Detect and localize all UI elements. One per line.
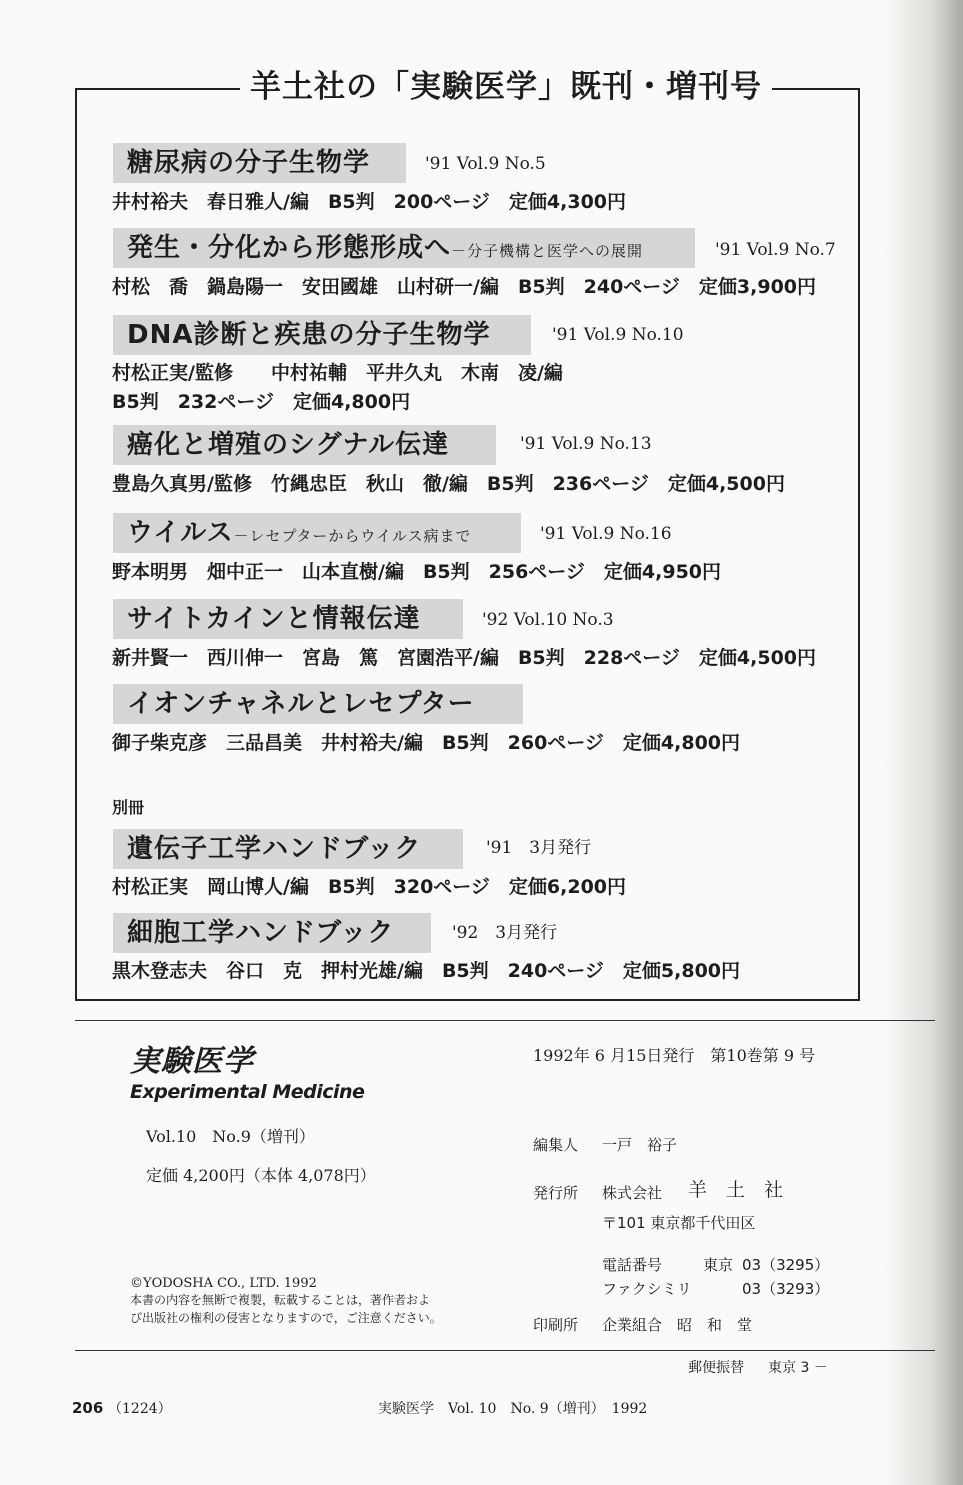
entry-meta: 井村裕夫 春日雅人/編 B5判 200ページ 定価4,300円 — [112, 191, 627, 213]
publisher-name: 羊 土 社 — [688, 1179, 784, 1201]
entry-meta: 御子柴克彦 三品昌美 井村裕夫/編 B5判 260ページ 定価4,800円 — [112, 732, 741, 754]
fax-number: 03（3293） — [742, 1280, 830, 1298]
editor-label: 編集人 — [533, 1136, 579, 1154]
postal-label: 郵便振替 — [688, 1360, 744, 1376]
entry-meta: 村松正実/監修 中村祐輔 平井久丸 木南 凌/編 — [112, 362, 563, 384]
entry-title-text: 発生・分化から形態形成へ — [127, 233, 452, 263]
entry-title — [113, 829, 463, 869]
entry-title-text: 遺伝子工学ハンドブック — [127, 834, 422, 864]
entry-volume: '92 3月発行 — [452, 923, 558, 943]
entry-volume: '91 Vol.9 No.13 — [520, 434, 652, 454]
entry-title-text: 糖尿病の分子生物学 — [127, 148, 371, 178]
entry-volume: '91 Vol.9 No.7 — [715, 240, 836, 260]
entry-volume: '92 Vol.10 No.3 — [482, 610, 614, 630]
entry-subtitle: －分子機構と医学への展開 — [451, 242, 644, 260]
entry-title — [113, 913, 431, 953]
entry-meta: B5判 232ページ 定価4,800円 — [112, 391, 411, 413]
publisher-type: 株式会社 — [602, 1184, 663, 1202]
entry-meta: 村松正実 岡山博人/編 B5判 320ページ 定価6,200円 — [112, 876, 627, 898]
price-info: 定価 4,200円（本体 4,078円） — [146, 1166, 376, 1185]
entry-volume: '91 Vol.9 No.5 — [425, 154, 546, 174]
entry-title — [113, 513, 521, 553]
entry-volume: '91 Vol.9 No.16 — [540, 524, 672, 544]
entry-meta: 新井賢一 西川伸一 宮島 篤 宮園浩平/編 B5判 228ページ 定価4,500円 — [112, 647, 817, 669]
colophon-bottom-rule — [75, 1350, 935, 1351]
entry-title-text: サイトカインと情報伝達 — [127, 604, 421, 634]
entry-meta: 野本明男 畑中正一 山本直樹/編 B5判 256ページ 定価4,950円 — [112, 561, 722, 583]
entry-volume: '91 3月発行 — [486, 838, 592, 858]
running-footer: 実験医学 Vol. 10 No. 9（増刊） 1992 — [378, 1401, 648, 1417]
entry-volume: '91 Vol.9 No.10 — [552, 325, 684, 345]
page-total: （1224） — [108, 1401, 172, 1417]
journal-logo-jp: 実験医学 — [130, 1044, 254, 1079]
tel-number: 03（3295） — [742, 1256, 830, 1274]
printer-label: 印刷所 — [533, 1316, 579, 1334]
volume-info: Vol.10 No.9（増刊） — [146, 1127, 315, 1146]
page-number: 206 — [72, 1399, 104, 1417]
entry-title — [113, 143, 406, 183]
tel-label: 電話番号 — [602, 1256, 663, 1274]
entry-meta: 村松 喬 鍋島陽一 安田國雄 山村研一/編 B5判 240ページ 定価3,900円 — [112, 276, 817, 298]
entry-title — [113, 425, 496, 465]
issue-date: 1992年 6 月15日発行 第10巻第 9 号 — [533, 1046, 816, 1065]
tel-city: 東京 — [703, 1256, 734, 1274]
notice-line: 本書の内容を無断で複製，転載することは，著作者およ — [130, 1293, 431, 1307]
title-rule-right — [795, 88, 860, 90]
publisher-address: 〒101 東京都千代田区 — [602, 1214, 756, 1232]
journal-logo-en: Experimental Medicine — [130, 1081, 365, 1103]
colophon-top-rule — [75, 1020, 935, 1021]
entry-title-text: ウイルス — [127, 518, 234, 548]
postal-account: 東京 3 － — [768, 1360, 828, 1376]
entry-subtitle: －レセプターからウイルス病まで — [233, 527, 472, 545]
publisher-label: 発行所 — [533, 1184, 579, 1202]
fax-label: ファクシミリ — [602, 1280, 692, 1298]
entry-title-text: DNA診断と疾患の分子生物学 — [127, 320, 491, 350]
page-edge-shadow — [883, 0, 963, 1485]
editor-name: 一戸 裕子 — [602, 1136, 678, 1154]
title-rule-left — [75, 88, 250, 90]
bessatsu-label: 別冊 — [112, 798, 145, 817]
entry-meta: 豊島久真男/監修 竹縄忠臣 秋山 徹/編 B5判 236ページ 定価4,500円 — [112, 473, 785, 495]
copyright: ©YODOSHA CO., LTD. 1992 — [130, 1276, 317, 1291]
entry-title-text: イオンチャネルとレセプター — [127, 689, 475, 719]
entry-title — [113, 599, 463, 639]
notice-line: び出版社の権利の侵害となりますので，ご注意ください。 — [130, 1311, 442, 1325]
entry-title — [113, 228, 695, 268]
catalog-title: 羊土社の「実験医学」既刊・増刊号 — [240, 64, 772, 110]
printer-name: 企業組合 昭 和 堂 — [602, 1316, 753, 1334]
entry-meta: 黒木登志夫 谷口 克 押村光雄/編 B5判 240ページ 定価5,800円 — [112, 960, 741, 982]
entry-title — [113, 684, 523, 724]
entry-title — [113, 315, 531, 355]
entry-title-text: 細胞工学ハンドブック — [127, 918, 395, 948]
entry-title-text: 癌化と増殖のシグナル伝達 — [127, 430, 450, 460]
